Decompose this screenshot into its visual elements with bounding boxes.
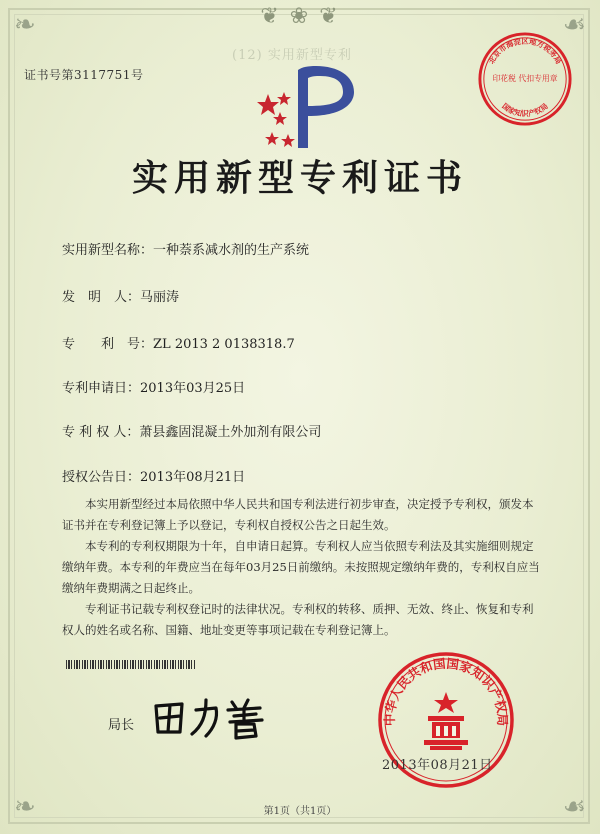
director-label: 局长 — [108, 718, 135, 733]
field-label: 发 明 人： — [62, 290, 141, 305]
small-stamp-bottom-text: 国家知识产权局 — [500, 101, 550, 119]
field-value: 马丽涛 — [140, 290, 180, 305]
director-signature-icon — [148, 692, 278, 742]
field-label: 授权公告日： — [62, 470, 141, 485]
seal-ring-text: 中华人民共和国国家知识产权局 — [381, 655, 511, 727]
field-patentee — [62, 421, 321, 440]
small-stamp-ring-text: 北京市海淀区地方税务局 — [486, 36, 564, 66]
field-patent-number — [62, 333, 295, 352]
field-label: 专利申请日： — [62, 381, 141, 396]
field-inventor — [62, 286, 179, 305]
tax-stamp-icon — [476, 30, 574, 128]
field-value: 一种萘系减水剂的生产系统 — [153, 243, 310, 258]
top-ornament: ❦ ❀ ❦ — [260, 4, 340, 29]
barcode — [66, 660, 196, 669]
field-label: 专 利 权 人： — [62, 425, 140, 440]
field-label: 专 利 号： — [62, 337, 154, 352]
watermark-text: (12) 实用新型专利 — [232, 48, 352, 63]
corner-ornament: ☙ — [562, 792, 586, 822]
field-utility-model-name — [62, 239, 309, 258]
field-application-date — [62, 377, 245, 396]
page-number: 第1页（共1页） — [263, 806, 337, 817]
corner-ornament: ❧ — [14, 792, 36, 822]
certificate-body — [62, 494, 542, 641]
field-value: 萧县鑫固混凝土外加剂有限公司 — [139, 425, 322, 440]
certificate-number: 证书号第3117751号 — [24, 68, 144, 82]
seal-date: 2013年08月21日 — [382, 758, 493, 773]
field-value: 2013年08月21日 — [140, 470, 246, 485]
field-label: 实用新型名称： — [62, 243, 154, 258]
svg-text:中华人民共和国国家知识产权局 — [382, 656, 510, 727]
patent-office-logo-icon — [250, 52, 360, 152]
paragraph-legal-status: 专利证书记载专利权登记时的法律状况。专利权的转移、质押、无效、终止、恢复和专利权人的姓名或名称、国籍、地址变更等事项记载在专利登记簿上。 — [62, 602, 534, 637]
paragraph-term: 本专利的专利权期限为十年，自申请日起算。专利权人应当依照专利法及其实施细则规定缴纳年费。本专利的年费应当在每年03月25日前缴纳。未按照规定缴纳年费的，专利权自应当缴纳年费期满之日起终止。 — [62, 539, 540, 595]
field-value: ZL 2013 2 0138318.7 — [153, 337, 295, 352]
field-grant-date — [62, 466, 245, 485]
paragraph-grant: 本实用新型经过本局依照中华人民共和国专利法进行初步审查，决定授予专利权，颁发本证书并在专利登记簿上予以登记，专利权自授权公告之日起生效。 — [62, 497, 534, 532]
certificate-title: 实用新型专利证书 — [131, 157, 468, 199]
corner-ornament: ❧ — [14, 10, 36, 40]
small-stamp-center-text: 印花税 代扣专用章 — [492, 73, 558, 83]
corner-ornament: ☙ — [562, 10, 586, 40]
field-value: 2013年03月25日 — [140, 381, 246, 396]
